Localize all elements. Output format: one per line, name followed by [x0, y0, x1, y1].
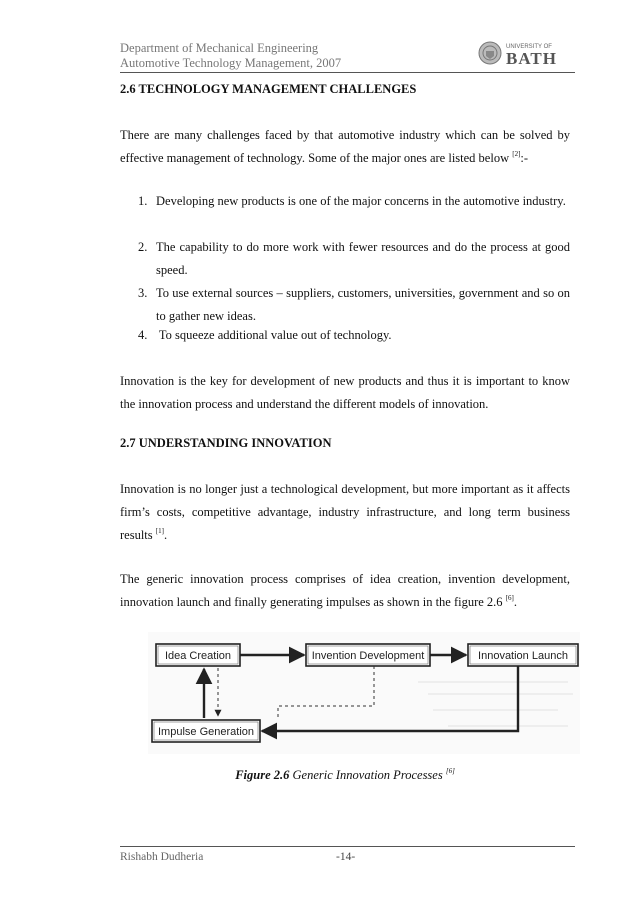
list-item-number: 2. [138, 240, 148, 254]
box-innovation-launch [468, 644, 578, 666]
list-item-number: 4. [138, 328, 148, 342]
footer-rule [120, 846, 575, 847]
header-course: Automotive Technology Management, 2007 [120, 56, 342, 70]
para1-text: Innovation is no longer just a technological development, but more important as it affects firm’s costs, competitive advantage, industry infrastructure, and long term business results [120, 482, 570, 542]
para2-tail: . [513, 595, 517, 609]
para2-text: The generic innovation process comprises of idea creation, invention development, innovation launch and finally generating impulses as shown in the figure 2.6 [120, 572, 570, 609]
intro-ref: [2] [512, 150, 521, 158]
innovation-process-diagram [148, 632, 580, 754]
innovation-key-paragraph: Innovation is the key for development of new products and thus it is important to know the innovation process and understand the different models of innovation. [120, 374, 570, 411]
intro-tail: :- [520, 151, 529, 165]
logo-main-text: BATH [506, 49, 557, 66]
footer-page-number: -14- [336, 851, 356, 863]
para1-ref: [1] [155, 527, 164, 535]
figure-caption [120, 768, 570, 783]
header-department: Department of Mechanical Engineering [120, 41, 319, 55]
list-item [138, 190, 570, 213]
caption-label: Figure 2.6 [235, 768, 290, 782]
list-item-text: To squeeze additional value out of technology. [156, 328, 392, 342]
list-item [138, 282, 570, 328]
section-heading-2-7: 2.7 UNDERSTANDING INNOVATION [120, 436, 332, 450]
bath-crest-icon [478, 40, 570, 66]
box-invention-development [306, 644, 430, 666]
intro-paragraph [120, 124, 570, 170]
caption-ref: [6] [445, 767, 455, 775]
generic-process-paragraph [120, 568, 570, 614]
caption-text: Generic Innovation Processes [289, 768, 446, 782]
intro-text: There are many challenges faced by that automotive industry which can be solved by effective management of technology. Some of the major ones are listed below [120, 128, 570, 165]
list-item-number: 3. [138, 286, 148, 300]
box-impulse-generation [152, 720, 260, 742]
list-item-text: Developing new products is one of the major concerns in the automotive industry. [156, 194, 566, 208]
footer-author: Rishabh Dudheria [120, 851, 204, 863]
para1-tail: . [163, 528, 168, 542]
logo-top-text: UNIVERSITY OF [506, 44, 552, 50]
box-impulse-label: Impulse Generation [158, 726, 254, 738]
box-launch-label: Innovation Launch [478, 650, 568, 662]
box-idea-label: Idea Creation [164, 650, 232, 662]
list-item-text: To use external sources – suppliers, customers, universities, government and so on to gather new ideas. [156, 286, 570, 323]
diagram-svg [148, 632, 580, 754]
list-item-text: The capability to do more work with fewer resources and do the process at good speed. [156, 240, 570, 277]
box-idea-creation [156, 644, 240, 666]
university-logo [478, 40, 570, 66]
header-rule [120, 72, 575, 73]
innovation-definition-paragraph [120, 478, 570, 547]
box-invention-label: Invention Development [311, 650, 425, 662]
list-item [138, 324, 570, 347]
list-item [138, 236, 570, 282]
list-item-number: 1. [138, 194, 148, 208]
section-heading-2-6: 2.6 TECHNOLOGY MANAGEMENT CHALLENGES [120, 82, 417, 96]
para2-ref: [6] [505, 594, 514, 602]
